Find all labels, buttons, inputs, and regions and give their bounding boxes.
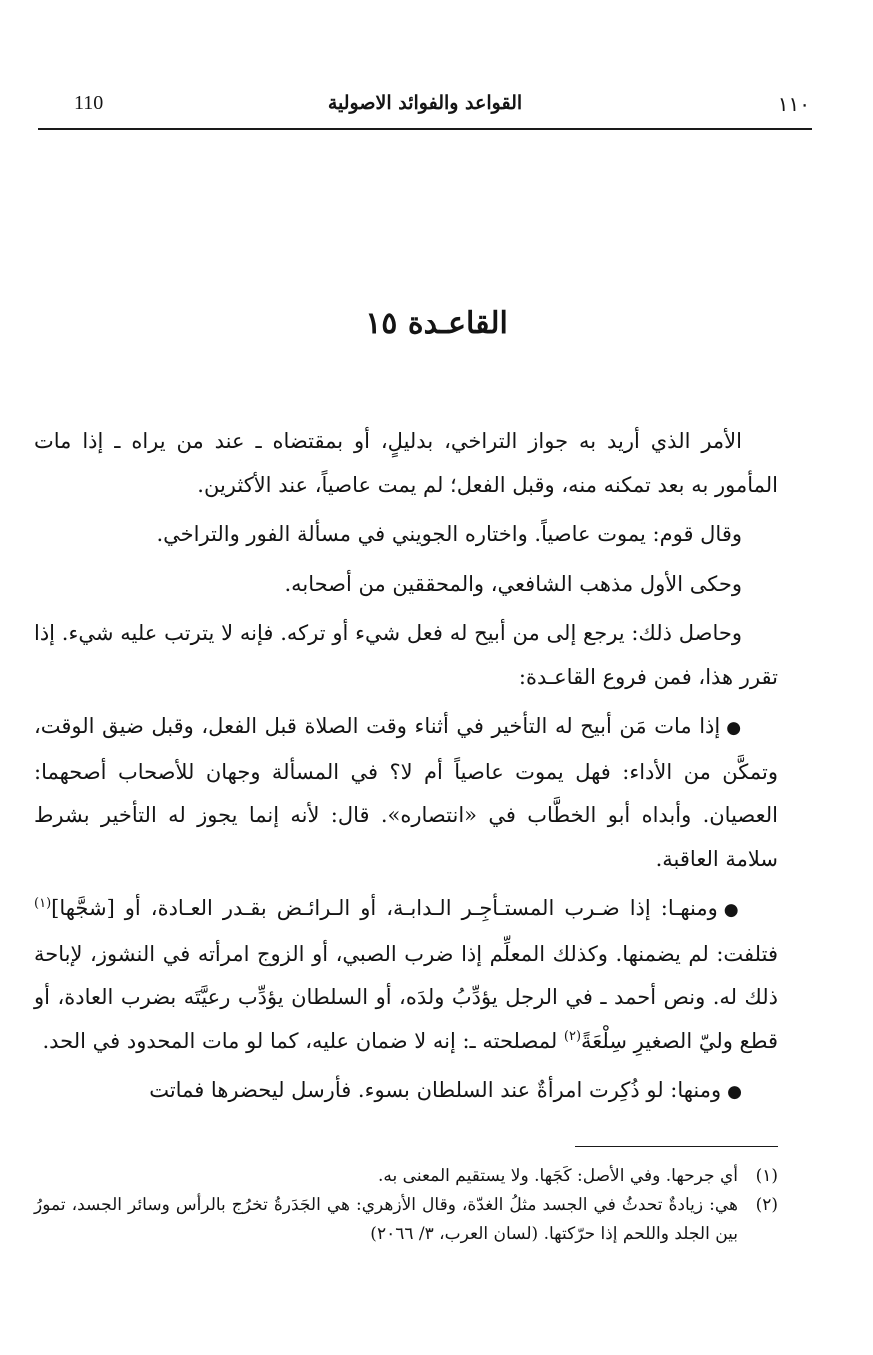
bullet-paragraph xyxy=(34,887,778,1063)
paragraph-text: وحاصل ذلك: يرجع إلى من أبيح له فعل شيء أو تركه. فإنه لا يترتب عليه شيء. إذا تقرر هذا، فمن فروع القاعـدة: xyxy=(34,621,778,689)
page-number-arabic: ١١٠ xyxy=(777,92,810,116)
paragraph-text: الأمر الذي أريد به جواز التراخي، بدليلٍ، أو بمقتضاه ـ عند من يراه ـ إذا مات المأمور به بعد تمكنه منه، وقبل الفعل؛ لم يمت عاصياً، عند الأكثرين. xyxy=(34,429,778,497)
paragraph-text: إذا مات مَن أبيح له التأخير في أثناء وقت الصلاة قبل الفعل، وقبل ضيق الوقت، وتمكَّن من الأداء: فهل يموت عاصياً أم لا؟ في المسألة وجهان للأصحاب أصحهما: العصيان. وأبداه أبو الخطَّاب في «انتصاره». قال: لأنه إنما يجوز له التأخير بشرط سلامة العاقبة. xyxy=(34,714,778,871)
bullet-icon: ● xyxy=(723,900,742,920)
paragraph-text: ومنها: لو ذُكِرت امرأةٌ عند السلطان بسوء. فأرسل ليحضرها فماتت xyxy=(149,1078,722,1102)
footnote-ref[interactable]: (١) xyxy=(34,896,52,911)
bullet-paragraph xyxy=(34,705,778,881)
footnote-text: هي: زيادةٌ تحدثُ في الجسد مثلُ الغدّة، وقال الأزهري: هي الجَدَرةُ تخرُج بالرأس وسائر الجسد، تمورُ بين الجلد واللحم إذا حرّكتها. (لسان العرب، ٣/ ٢٠٦٦) xyxy=(34,1195,738,1244)
paragraph-text: وحكى الأول مذهب الشافعي، والمحققين من أصحابه. xyxy=(284,571,742,596)
page-number-latin: 110 xyxy=(74,92,104,114)
footnotes xyxy=(34,1162,778,1249)
paragraph xyxy=(34,563,778,607)
paragraph xyxy=(34,420,778,507)
bullet-paragraph xyxy=(34,1069,778,1115)
book-title: القواعد والفوائد الاصولية xyxy=(327,92,523,114)
running-header xyxy=(38,88,812,130)
bullet-icon: ● xyxy=(726,718,743,738)
footnote-number: (١) xyxy=(755,1166,778,1186)
footnote xyxy=(34,1191,778,1249)
footnote-divider xyxy=(575,1146,778,1147)
paragraph-text: وقال قوم: يموت عاصياً. واختاره الجويني في مسألة الفور والتراخي. xyxy=(156,522,742,546)
paragraph-text: لمصلحته ـ: إنه لا ضمان عليه، كما لو مات المحدود في الحد. xyxy=(42,1028,564,1053)
paragraph-text: ومنهـا: إذا ضـرب المستـأجِـر الـدابـة، أو الـرائـض بقـدر العـادة، أو [شجَّها] xyxy=(51,896,718,920)
main-text xyxy=(34,420,778,1115)
rule-title: القاعـدة ١٥ xyxy=(365,306,508,341)
paragraph-text: فتلفت: لم يضمنها. وكذلك المعلِّم إذا ضرب الصبي، أو الزوج امرأته في النشوز، لإباحة ذلك له. ونص أحمد ـ في الرجل يؤدِّبُ ولدَه، أو السلطان يؤدِّب رعيَّتَه بضرب العادة، أو قطع وليّ الصغيرِ سِلْعَةً xyxy=(34,941,778,1053)
footnote-text: أي جرحها. وفي الأصل: كَجَها. ولا يستقيم المعنى به. xyxy=(378,1166,738,1186)
footnote-number: (٢) xyxy=(755,1195,778,1215)
footnote-ref[interactable]: (٢) xyxy=(563,1028,582,1044)
paragraph xyxy=(34,612,778,699)
footnote xyxy=(34,1162,778,1191)
paragraph xyxy=(34,513,778,557)
bullet-icon: ● xyxy=(727,1082,742,1102)
